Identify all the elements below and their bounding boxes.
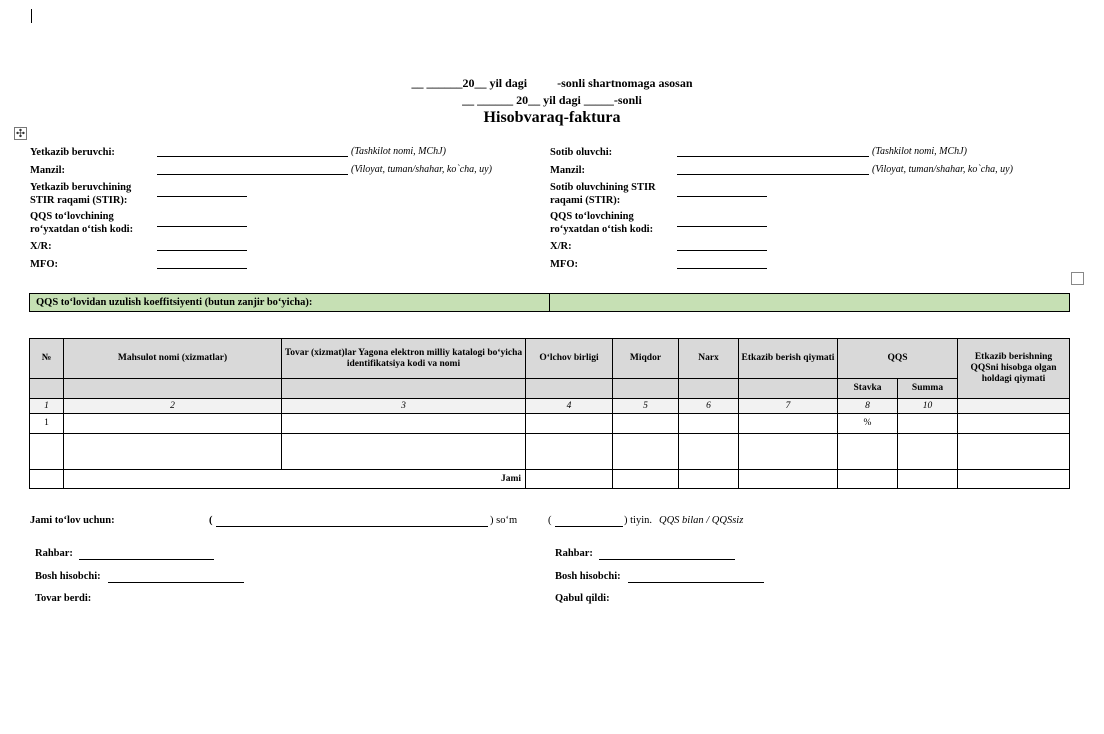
cell-total[interactable] <box>958 414 1070 434</box>
cell-total[interactable] <box>958 434 1070 470</box>
buyer-name-hint: (Tashkilot nomi, MChJ) <box>872 146 967 157</box>
total-total[interactable] <box>958 470 1070 489</box>
cell-name[interactable] <box>64 434 282 470</box>
supplier-mfo-field[interactable] <box>157 268 247 269</box>
sub-empty-cell <box>526 379 613 399</box>
cell-qty[interactable] <box>613 434 679 470</box>
supplier-xr-label: X/R: <box>30 241 52 252</box>
contract-line: __ ______20__ yil dagi -sonli shartnomaga asosan <box>411 76 693 90</box>
col-header-total: Etkazib berishning QQSni hisobga olgan holdagi qiymati <box>958 339 1070 399</box>
supplier-stir-label <box>30 181 131 207</box>
sub-empty-cell <box>739 379 838 399</box>
koef-bar <box>29 293 1070 312</box>
total-unit[interactable] <box>526 470 613 489</box>
payment-open-paren: ( <box>209 515 213 526</box>
sub-empty-cell <box>282 379 526 399</box>
total-price[interactable] <box>679 470 739 489</box>
buyer-qqs-field[interactable] <box>677 226 767 227</box>
supplier-name-field[interactable] <box>157 156 348 157</box>
move-icon[interactable]: ✣ <box>15 127 26 140</box>
cell-rate[interactable]: % <box>838 414 898 434</box>
buyer-address-field[interactable] <box>677 174 869 175</box>
supplier-qqs-field[interactable] <box>157 226 247 227</box>
sub-empty-cell <box>679 379 739 399</box>
buyer-name-field[interactable] <box>677 156 869 157</box>
cell-price[interactable] <box>679 414 739 434</box>
column-number: 4 <box>526 399 613 414</box>
total-label: Jami <box>64 470 526 489</box>
supplier-qqs-label-line2: ro‘yxatdan o‘tish kodi: <box>30 224 134 235</box>
table-row <box>30 414 1070 434</box>
payment-tiyin-field[interactable] <box>555 526 623 527</box>
cell-delivery[interactable] <box>739 434 838 470</box>
column-number: 10 <box>898 399 958 414</box>
total-delivery[interactable] <box>739 470 838 489</box>
row-number: 1 <box>30 414 64 434</box>
page-title: Hisobvaraq-faktura <box>483 109 621 126</box>
col-header-name: Mahsulot nomi (xizmatlar) <box>64 339 282 379</box>
right-accountant-sign-field[interactable] <box>628 582 764 583</box>
column-number: 8 <box>838 399 898 414</box>
column-number: 7 <box>739 399 838 414</box>
koef-label: QQS to‘lovidan uzulish koeffitsiyenti (butun zanjir bo‘yicha): <box>30 294 550 311</box>
column-number: 1 <box>30 399 64 414</box>
buyer-address-label: Manzil: <box>550 165 585 176</box>
cell-name[interactable] <box>64 414 282 434</box>
buyer-mfo-label: MFO: <box>550 259 578 270</box>
supplier-stir-field[interactable] <box>157 196 247 197</box>
sub-empty-cell <box>613 379 679 399</box>
right-head-label: Rahbar: <box>555 548 593 559</box>
payment-label: Jami to‘lov uchun: <box>30 515 115 526</box>
col-header-sum: Summa <box>898 379 958 399</box>
supplier-mfo-label: MFO: <box>30 259 58 270</box>
sub-empty-cell <box>30 379 64 399</box>
left-accountant-sign-field[interactable] <box>108 582 244 583</box>
cell-delivery[interactable] <box>739 414 838 434</box>
col-header-price: Narx <box>679 339 739 379</box>
left-head-label: Rahbar: <box>35 548 73 559</box>
column-number <box>958 399 1070 414</box>
cell-catalog[interactable] <box>282 414 526 434</box>
supplier-qqs-label <box>30 210 133 236</box>
supplier-address-label: Manzil: <box>30 165 65 176</box>
cell-sum[interactable] <box>898 414 958 434</box>
sub-empty-cell <box>64 379 282 399</box>
buyer-name-label: Sotib oluvchi: <box>550 147 613 158</box>
koef-value-field[interactable] <box>551 294 1069 311</box>
text-cursor <box>31 9 32 23</box>
right-head-sign-field[interactable] <box>599 559 735 560</box>
table-end-marker[interactable] <box>1071 272 1084 285</box>
right-accountant-label: Bosh hisobchi: <box>555 571 621 582</box>
column-number: 5 <box>613 399 679 414</box>
total-qty[interactable] <box>613 470 679 489</box>
col-header-rate: Stavka <box>838 379 898 399</box>
buyer-xr-field[interactable] <box>677 250 767 251</box>
column-number: 2 <box>64 399 282 414</box>
supplier-address-field[interactable] <box>157 174 348 175</box>
column-number: 3 <box>282 399 526 414</box>
total-row-empty <box>30 470 64 489</box>
left-gave-label: Tovar berdi: <box>35 593 92 604</box>
left-accountant-label: Bosh hisobchi: <box>35 571 101 582</box>
supplier-xr-field[interactable] <box>157 250 247 251</box>
buyer-address-hint: (Viloyat, tuman/shahar, ko`cha, uy) <box>872 164 1013 175</box>
col-header-unit: O‘lchov birligi <box>526 339 613 379</box>
buyer-qqs-label <box>550 210 653 236</box>
buyer-stir-label-line2: raqami (STIR): <box>550 195 621 206</box>
col-header-delivery: Etkazib berish qiymati <box>739 339 838 379</box>
right-received-label: Qabul qildi: <box>555 593 610 604</box>
buyer-stir-label-line1: Sotib oluvchining STIR <box>550 182 656 193</box>
cell-unit[interactable] <box>526 414 613 434</box>
buyer-mfo-field[interactable] <box>677 268 767 269</box>
payment-sum-words-field[interactable] <box>216 526 488 527</box>
payment-tiyin-label: ) tiyin. <box>624 515 652 526</box>
buyer-xr-label: X/R: <box>550 241 572 252</box>
invoice-number-line: __ ______ 20__ yil dagi _____-sonli <box>462 93 642 107</box>
buyer-qqs-label-line1: QQS to‘lovchining <box>550 211 634 222</box>
col-header-catalog: Tovar (xizmat)lar Yagona elektron milliy katalogi bo‘yicha identifikatsiya kodi va nomi <box>282 339 526 379</box>
buyer-qqs-label-line2: ro‘yxatdan o‘tish kodi: <box>550 224 654 235</box>
supplier-stir-label-line2: STIR raqami (STIR): <box>30 195 128 206</box>
col-header-qty: Miqdor <box>613 339 679 379</box>
col-header-qqs: QQS <box>838 339 958 379</box>
table-row <box>30 434 1070 470</box>
payment-open-paren-2: ( <box>548 515 552 526</box>
supplier-qqs-label-line1: QQS to‘lovchining <box>30 211 114 222</box>
items-table <box>29 338 1070 489</box>
buyer-stir-label <box>550 181 656 207</box>
supplier-name-label: Yetkazib beruvchi: <box>30 147 115 158</box>
payment-currency: ) so‘m <box>490 515 518 526</box>
supplier-address-hint: (Viloyat, tuman/shahar, ko`cha, uy) <box>351 164 492 175</box>
supplier-stir-label-line1: Yetkazib beruvchining <box>30 182 132 193</box>
cell-unit[interactable] <box>526 434 613 470</box>
left-head-sign-field[interactable] <box>79 559 214 560</box>
cell-rate[interactable] <box>838 434 898 470</box>
row-number <box>30 434 64 470</box>
cell-sum[interactable] <box>898 434 958 470</box>
supplier-name-hint: (Tashkilot nomi, MChJ) <box>351 146 446 157</box>
total-sum[interactable] <box>898 470 958 489</box>
col-header-no: № <box>30 339 64 379</box>
payment-vat-note: QQS bilan / QQSsiz <box>659 515 744 526</box>
cell-qty[interactable] <box>613 414 679 434</box>
column-numbers-row <box>30 399 1070 414</box>
buyer-stir-field[interactable] <box>677 196 767 197</box>
cell-price[interactable] <box>679 434 739 470</box>
total-rate[interactable] <box>838 470 898 489</box>
column-number: 6 <box>679 399 739 414</box>
total-row <box>30 470 1070 489</box>
cell-catalog[interactable] <box>282 434 526 470</box>
